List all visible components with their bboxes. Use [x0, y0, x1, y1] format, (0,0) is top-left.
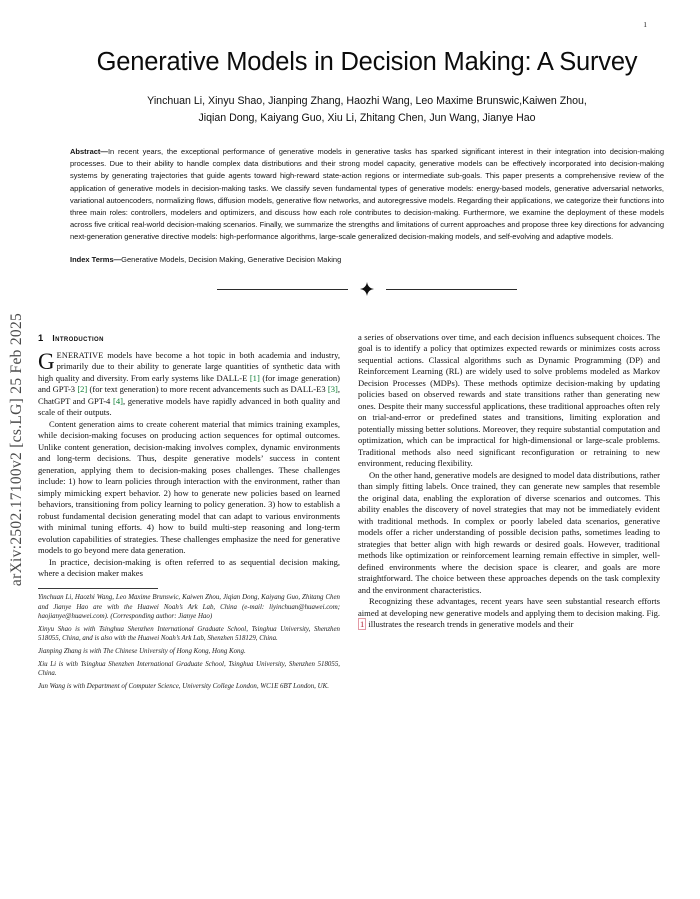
citation-ref-1[interactable]: [1]	[249, 372, 260, 383]
abstract-text: In recent years, the exceptional performance of generative models in generative tasks has sparked significant interest in their integration into decision-making processes. Due to their ability to handle complex data distributions and their strong model capacity, generative models can be effectively incorporated into decision-making systems by generating trajectories that guide agents toward high-reward state-action regions or intermediate sub-goals. This paper presents a comprehensive review of the application of generative models in decision-making tasks. We classify seven fundamental types of generative models: energy-based models, generative adversarial networks, variational autoencoders, normalizing flows, diffusion models, generative flow networks, and autoregressive models. Regarding their applications, we categorize their functions into three main roles: controllers, modelers and optimizers, and discuss how each role contributes to decision-making. Furthermore, we examine the deployment of these models across five critical real-world decision-making scenarios. Finally, we summarize the strengths and limitations of current approaches and propose three key directions for advancing next-generation generative directive models: high-performance algorithms, large-scale generalized decision-making models, and self-evolving and adaptive models.	[70, 147, 664, 242]
footnote-item: Xinyu Shao is with Tsinghua Shenzhen International Graduate School, Tsinghua University, Shenzhen 518055, China, and is also with the Huawei Noah’s Ark Lab, Shenzhen 518129, China.	[38, 625, 340, 643]
intro-p1-c: (for text generation) to more recent advancements such as DALL-E3	[87, 384, 328, 395]
intro-p1-d: , ChatGPT and GPT-4	[38, 384, 340, 406]
footnote-block	[38, 593, 340, 691]
figure-reference-link[interactable]: 1	[360, 619, 365, 630]
right-p3-a: Recognizing these advantages, recent years have seen substantial research efforts aimed at developing new generative models and applying them to decision making. Fig.	[358, 596, 660, 618]
intro-paragraph-3: In practice, decision-making is often referred to as sequential decision making, where a decision maker makes	[38, 556, 340, 579]
index-terms	[70, 254, 664, 266]
page-title: Generative Models in Decision Making: A Survey	[96, 48, 638, 76]
author-line-2: Jiqian Dong, Kaiyang Guo, Xiu Li, Zhitang Chen, Jun Wang, Jianye Hao	[198, 111, 536, 124]
page-number: 1	[643, 20, 647, 29]
abstract	[70, 146, 664, 243]
ornament-rule-right	[386, 289, 517, 290]
index-terms-label: Index Terms—	[70, 255, 122, 265]
arxiv-identifier-stamp	[0, 0, 34, 899]
drop-cap-letter: G	[38, 349, 55, 374]
section-heading-introduction	[38, 332, 340, 343]
right-paragraph-1: a series of observations over time, and each decision influencs subsequent choices. The goal is to identify a policy that optimizes expected rewards or minimizes costs across sequential actions. Classical algorithms such as Dynamic Programming (DP) and Reinforcement Learning (RL) are widely used to solve problems modeled as Markov Decision Processes (MDPs). These methods optimize decision-making by updating policies based on observed rewards and state transitions rather than generating new ones. Despite their many successful applications, these traditional approaches often rely on trial-and-error or predefined states and transitions, limiting exploration and potentially missing better solutions. Moreover, they require substantial computation and optimization, which can be impractical for high-dimensional or large-scale problems. Traditional methods also need significant reconfiguration or retraining to new environment, reducing flexibility.	[358, 332, 660, 469]
section-ornament-divider	[217, 282, 517, 296]
citation-ref-3[interactable]: [3]	[327, 384, 338, 395]
footnote-item: Jun Wang is with Department of Computer Science, University College London, WC1E 6BT London, UK.	[38, 682, 329, 690]
index-terms-text: Generative Models, Decision Making, Generative Decision Making	[121, 255, 342, 265]
left-column	[38, 332, 340, 892]
section-number: 1	[38, 332, 44, 343]
paper-page	[34, 0, 700, 899]
citation-ref-4[interactable]: [4]	[112, 395, 123, 406]
ornament-rule-left	[217, 289, 348, 290]
footnote-item: Jianping Zhang is with The Chinese University of Hong Kong, Hong Kong.	[38, 647, 246, 655]
intro-p1-e: , generative models have rapidly advanced in both quality and scale of their outputs.	[38, 395, 340, 418]
right-column	[358, 332, 660, 892]
intro-paragraph-1	[38, 350, 340, 419]
diamond-icon	[360, 282, 374, 296]
author-list	[34, 77, 700, 126]
arxiv-stamp-text: arXiv:2502.17100v2 [cs.LG] 25 Feb 2025	[8, 312, 25, 587]
right-p3-b: illustrates the research trends in generative models and their	[366, 619, 574, 630]
section-title: Introduction	[52, 334, 104, 343]
intro-p1-a: models have become a hot topic in both academia and industry, primarily due to their ability to generate large quantities of synthetic data with high quality and diversity. From early systems like DALL-E	[38, 350, 340, 383]
footnote-item: Xiu Li is with Tsinghua Shenzhen International Graduate School, Tsinghua University, Shenzhen 518055, China.	[38, 660, 340, 677]
footnote-separator	[38, 588, 158, 589]
footnote-item: Yinchuan Li, Haozhi Wang, Leo Maxime Brunswic, Kaiwen Zhou, Jiqian Dong, Kaiyang Guo, Zhitang Chen and Jianye Hao are with the Huawei Noah’s Ark Lab, China (e-mail: liyinchuan@huawei.com; haojianye@huawei.com). (Corresponding author: Jianye Hao)	[38, 594, 340, 621]
intro-smallcaps-run: ENERATIVE	[56, 351, 104, 360]
body-columns	[34, 332, 700, 892]
intro-p1-b: (for image generation) and GPT-3	[38, 372, 340, 395]
intro-paragraph-2: Content generation aims to create coherent material that mimics training examples, while decision-making focuses on producing action sequences for optimal outcomes. Unlike content generation, decision-making involves complex, dynamic environments and long-term decisions. Thus, despite generative models’ success in content generation, applying them to decision-making poses challenges. These challenges include: 1) how to learn policies through interaction with the environment, rather than simply mimicking expert behavior. 2) how to generate new policies based on learned behaviors, transitioning from policy learning to policy generation. 3) how to establish a robust fundamental decision generating model that can adapt to various environments with minimal tuning efforts. 4) how to build multi-step reasoning and long-term evolution capabilities of strategies. These challenges emphasize the need for generative models to go beyond mere data generation.	[38, 418, 340, 556]
right-paragraph-3	[358, 596, 660, 630]
abstract-label: Abstract—	[70, 147, 108, 157]
author-line-1: Yinchuan Li, Xinyu Shao, Jianping Zhang, Haozhi Wang, Leo Maxime Brunswic,Kaiwen Zhou,	[147, 95, 587, 108]
citation-ref-2[interactable]: [2]	[77, 384, 88, 395]
right-paragraph-2: On the other hand, generative models are designed to model data distributions, rather than simply fitting labels. Once trained, they can generate new samples that resemble the original data, enabling the exploration of diverse scenarios and outcomes. This ability enables the discovery of novel strategies that may not be immediately evident with traditional methods. In complex or poorly labeled data scenarios, generative models offer a richer understanding of possible decision paths, sometimes leading to strategies that better align with high rewards or desired goals. However, traditional methods like optimization or reinforcement learning remain effective in simpler, well-defined environments where the decision space is clearer, and goals are more straightforward. The choice between these approaches depends on the task complexity and the environment characteristics.	[358, 469, 660, 595]
